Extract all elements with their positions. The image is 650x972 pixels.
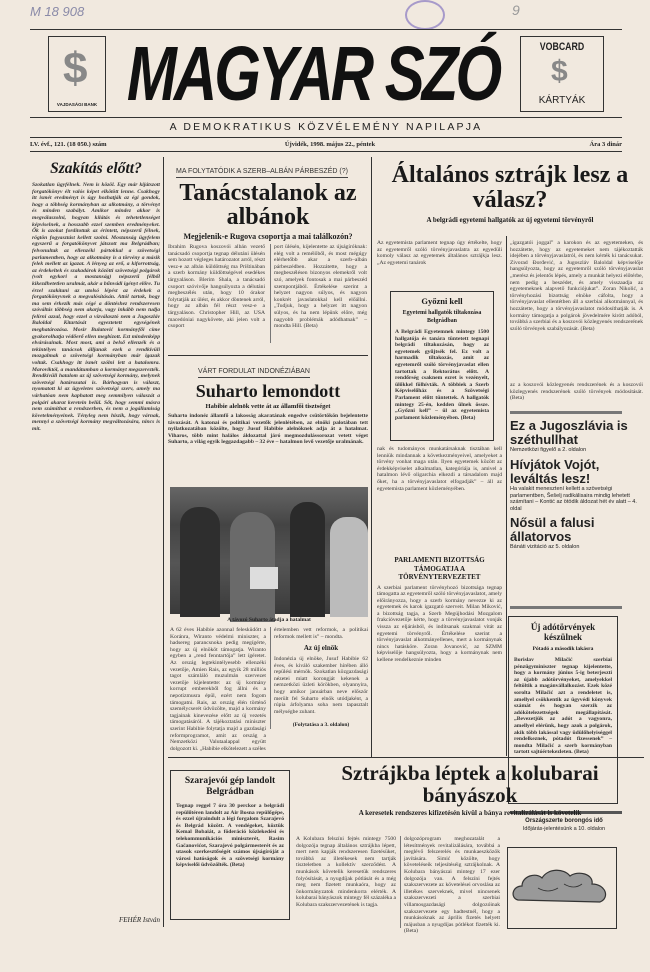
teaser[interactable] [510, 516, 643, 551]
vobcard-label: VOBCARD [539, 41, 585, 53]
article-strike [376, 163, 644, 228]
teaser-text: Nemzetközi figyelő a 2. oldalon [510, 447, 587, 453]
card-logo-icon: $ [551, 55, 568, 88]
lead: Suharto indonéz államfő a lakosság akaratának engedve csütörtökön bejelentette távozását. A katonai és politikai vezetők jelenlétében, az elnöki palotában tett nyilatkozatában közölte, hogy Jusuf Habibie alelnöknek adja át a hatalmat. Viharos, több mint halálos áldozattal járó megmozdulássorozat vetett véget Suharto, a világ egyik leggazdagabb – 32 éve – hatalmon levő vezetője uralmának. [168, 413, 368, 446]
subhead: Habibie alelnök vette át az államfői tisztséget [205, 403, 331, 410]
article-suharto [168, 360, 368, 453]
teaser-text: Ha valakit menesztení kellett a szövetségi parlamentben, Šešelj radikálisaira mindig lehetett számítani – Kontić az ötödik áldozat hét év alatt – 4. oldal [510, 486, 637, 512]
continued-link[interactable]: (Folytatása a 3. oldalon) [292, 722, 350, 728]
column: Az egyetemista parlament tegnap úgy értékelte, hogy az egyetemről szóló törvényjavaslatra az egyedüli komoly válasz az egyetemek általános sztrájkja lesz. „Az egyetemi tanárok [377, 240, 502, 266]
weather-box [507, 847, 617, 929]
box-title: Győzni kell [421, 296, 463, 306]
subhead: A belgrádi egyetemi hallgatók az új egyetemi törvényről [426, 216, 594, 224]
subhead: Megjelenik-e Rugova csoportja a mai találkozón? [183, 232, 353, 241]
gyozni-kell-box [390, 291, 494, 441]
photo-caption: A távozó Suharto átadja a hatalmat [227, 617, 311, 623]
editorial-author: FEHÉR István [118, 916, 160, 924]
kartyak-label: KÁRTYÁK [538, 95, 586, 106]
masthead-tagline: A DEMOKRATIKUS KÖZVÉLEMÉNY NAPILAPJA [169, 121, 483, 133]
box-body: Borislav Milačić szerbiai pénzügyminiszter tegnap kijelentette, hogy a kormány június 5-ig beterjeszti az újabb adótörvényeket, amelyekkel feltöltik a magánvállalkozást. Ezek közé sorolta Milačić azt a rendeletet is, amellyel csökkentik az ügyvédi könyvek számát és hogyan szerzik az adókötelezettségek megállapítását. „Bevezetjük az adót a vagyonra, amellyel elérünk, hogy azok a polgárok, akik több lakással vagy üdülőhelyiséggel rendelkeznek, pótadót fizessenek” – mondta Milačić a szerb kormányban tartott sajtóértekezleten. (Beta) [514, 657, 612, 756]
column: dolgozóprogram meghozatalát a létesítmények revitalizálására, továbbá a meglévő felszerelés és munkaeszközök javítására. Simić közölte, hogy követeléseik teljesítéséig sztrájkolnak. A Kolubara bányászai mintegy 17 ezer dolgozója van. A felszíni fejtés szakszervezete az követelései orvoslása az illetékes szerveknek, mivel nincsenek szakszervezeti a szerbiai villamosgazdasági dolgozóinak szakszervezete egy hadtestnél, hogy a munkásoknak az április fizetés helyett májusban a nyugdíjas pótlékot fizették ki. (Beta) [400, 836, 500, 928]
section-title: PARLAMENTI BIZOTTSÁG TÁMOGATJA A TÖRVÉNYTERVEZETET [394, 556, 485, 581]
parliament-committee [377, 556, 502, 717]
column: port ülésén, kijelentette az újságíróknak: elég volt a remélőből, és most mégúgy elérhetőbb akar a szerb–albán párbeszédben. Hozzátette, hogy a megbeszélésen bizonyos elemekről volt szó, amelyek fontosak a mai párbeszéd szempontjából. Értékelése szerint a helyzet nagyon súlyos, és nagyon konkrét javaslatokkal kell előállni. „Tudjuk, hogy a helyzet itt nagyon súlyos, és ha nem lépünk előre, még nagyobb problémák adódhatnak” – mondta Hill. (Beta) [270, 244, 367, 343]
bank-logo-icon: $ [63, 44, 88, 93]
vobcard-ad [520, 36, 604, 112]
headline: Tanácstalanok az albánok [179, 180, 357, 230]
headline: Suharto lemondott [195, 381, 341, 401]
teasers [510, 419, 643, 551]
box-subtitle: Pótadó a második lakásra [532, 646, 594, 652]
section-title: Az új elnök [303, 644, 339, 652]
teaser-title[interactable]: Hívjátok Vojót, leváltás lesz! [510, 457, 600, 486]
suharto-photo [170, 487, 368, 614]
teaser-text: Bánáti vizitáció az 5. oldalon [510, 544, 580, 550]
column: az a koszovói közlegyenés rendszerének és a koszovói közlegyenés rendszerének szóló törvények módosítását. (Beta) [510, 382, 643, 402]
issue-date: Újvidék, 1998. május 22., péntek [284, 141, 376, 148]
weather-title: Országszerte borongós idő [525, 818, 603, 824]
column: értelemben vett reformok, a politikai reformok mellett is” – mondta. [274, 627, 368, 640]
subhead: A keresetek rendszeres kifizetésén kívül a bánya revitalizálását is követelik [358, 809, 582, 817]
editorial [32, 160, 160, 924]
vajdasagi-bank-ad [48, 36, 106, 112]
headline: Sztrájkba léptek a kolubarai bányászok [341, 761, 599, 807]
editorial-title: Szakítás előtt? [50, 160, 142, 177]
teaser-title[interactable]: Nősül a falusi állatorvos [510, 515, 595, 544]
box-body: Tegnap reggel 7 óra 30 perckor a belgrádi repülőtéren landolt az Air Bosna repülőgépe, és ezzel újraindult a légi forgalom Szarajevó és Belgrád között. A vendégeket, köztük Kemal Bobaiát, a föderáció közlekedési és telekommunikációs miniszterét, Rasim Gačanovićot, Szarajevó polgármesterét és az utasok szerkesztőségét számos újságíróját a városi hatóságok és a szövetségi kormány képviselői üdvözölték. (Beta) [176, 803, 284, 869]
cloud-icon [508, 848, 616, 928]
price: Ára 3 dinár [589, 141, 622, 148]
column: Indonézia új elnöke, Jusuf Habibie 62 éves, és kiváló szakember hírében álló repülési mérnök. Szokatlan közgazdasági nézetei miatt korongját kekenek a nemzetközi üzleti körökben, olyannyira, hogy amikor januárban neve először merült fel Suharto elnök utódjaként, a rúpia árfolyama soha nem tapasztalt mélységbe zuhant. [274, 656, 368, 715]
box-title: Szarajevói gép landolt Belgrádban [184, 776, 276, 797]
column: „igazgatói joggal” a karokon és az egyetemeken, és hozzátette, hogy az egyetemeket nem tájékoztatták idejében a törvényjavaslatról, és nem kérték ki tanácsukat. Zivorad Đorđević, a Jugoszláv Baloldal képviselője hangsúlyozta, hogy az egyetemről szóló törvényjavaslat „merész és jelentős lépés, amely a munkát helyezi előtérbe, nem pedig a beszédet, és amely visszaadja az egyetemeknek alapvető funkciójukat”. Zoran Nikolić, a törvényhozási bizottság elnöke cáfolta, hogy a törvényjavaslat ellentétben áll a szerbiai alkotmánnyal, és hozzátette, hogy a törvényjavaslatot módosíthatják is. A kormány támogatja a polgárok jövedelmére kirótt adóból, továbbá a szerbiai és a koszovói közlegyenés rendszerének szóló törvények szabályozását. (Beta) [510, 240, 643, 332]
suharto-col2 [270, 627, 368, 729]
kicker: MA FOLYTATÓDIK A SZERB–ALBÁN PÁRBESZÉD (?) [176, 168, 348, 178]
column: A 62 éves Habibie azonnal felesküdött a Koránra, Wiranto védelmi miniszter, a hadsereg parancsnoka pedig megígérte, hogy az új elnököt támogatja. Wiranto egyben a „rend fenntartója” lett ígéretet. Az ország legtekintélyesebb ellenzéki vezetője, Amien Rais, az egyik 28 milliós tagot számláló muzulmán szervezet vezetője kijelentette: az új kormány korrupt emberekből fog állni és a nepotizmusra épül, ezért nem fogom támogatni. Rais, az ország élén történő személycserét üdvözölte, majd a kormány tagjainak kinevezése előtt az új vezetés támogatásáról. A tájékoztatási miniszter szerint Habibie folytatja majd a gazdasági reformprogramot, amit az ország a Nemzetközi Valutaalappal együtt dolgozott ki. „Habibie elkötelezett a széles [170, 627, 266, 752]
column: A szerbiai parlament törvényhozó bizottsága tegnap támogatta az egyetemről szóló törvényjavaslatot, amely előirányozza, hogy a szerb kormány nevezze ki az egyetemek és karok igazgató szerveit. Milan Miković, a bizottság tagja, a Szerb Megújhodási Mozgalom frakcióvezetője kérte, hogy a törvényjavaslatot vonják vissza az eljárásból, és indítsanak szakmai vitát az egyetemi törvényről. Értékelése szerint a törvényjavaslat alkotmányellenes, mert a kormánynak nincs hatásköre. Zoran Jovanović, az SZMM képviselője hangsúlyozta, hogy a kormánynak nem kellene rendelkeznie minden [377, 584, 502, 664]
masthead-title: MAGYAR SZÓ [126, 30, 500, 117]
issue-number: LV. évf., 121. (18 050.) szám [30, 141, 107, 148]
handwritten-note: M 18 908 [30, 4, 85, 19]
box-title: Új adótörvények készülnek [530, 622, 596, 642]
kicker: VÁRT FORDULAT INDONÉZIÁBAN [198, 368, 310, 378]
box-body: A Belgrádi Egyetemnek mintegy 1500 hallgatója és tanára tüntetett tegnapi belgrádi tiltakozásán, hogy az egyetemek gyűjtsék fel. Ez volt a harmadik tiltakozás, amit az egyetemről szóló törvényjavaslat ellen tartottak a Rektorátus előtt. A rendőrség csaknem ezret is vezényelt, ülőkkel fölhívták. A többiek a Szerb Képviselőház és a Szövetségi Parlament előtt tüntettek. A hallgatók mintegy 25-én, kedden ülnek össze. „Győzni kell” – ül az egyetemista parlament közleményében. (Beta) [395, 329, 489, 421]
page-number-note: 9 [512, 2, 520, 18]
teaser-title[interactable]: Ez a Jugoszlávia is széthullhat [510, 418, 628, 447]
article-miners [296, 762, 644, 821]
article-albanians [168, 160, 368, 343]
column: A Kolubara felszíni fejtés mintegy 7500 dolgozója tegnap általános sztrájkba lépett, mert nem kapják rendszeresen fizetésüket, továbbá az illetékesek nem tartják tiszteletben a kollektív szerződést. A munkások követelik keresetük rendszeres folyósítását, a nyugdíjak pótlását és a még meg nem fizetett munkaóra, hogy az önkormányzatok mindenkorra elérték. A kolubarai bányászok mintegy fél százaléka a Kolubara szakszervezetének is tagja. [296, 836, 396, 908]
column: Ibrahim Rugova koszovói albán vezető tanácsadó csoportja tegnap délutáni ülésén sem hozott végleges határozatot arról, részt vesz-e az albán küldöttség ma Prištinában a szerb kormány küldöttségével esedékes tárgyaláson. Blerim Shala, a tanácsadó csoport szóvivője hangsúlyozta a délutáni megbeszélés után, hogy 10 órakor folytatják az ülést, és akkor döntenek arról, hogy az albán fél részt vesz-e a tárgyaláson. Christopher Hill, az USA macedóniai nagykövete, aki jelen volt a csoport [168, 244, 265, 330]
bank-name: VAJDASÁGI BANK [56, 102, 98, 107]
weather-text: Időjárás-jelentésünk a 10. oldalon [522, 825, 606, 832]
box-subtitle: Egyetemi hallgatók tiltakozása Belgrádban [402, 310, 482, 324]
teaser[interactable] [510, 458, 643, 512]
sarajevo-box [170, 770, 290, 920]
editorial-body: Szokatlan ügyfélnek. Nem is közöl. Egy már kijátszott forgatókönyv élt valós képet elkötött lenne. Csakhogy itt ismét eredményt is úgy hozhatják az égi gondok, hogy a többség kormányban az alkotmány, a törvényt és minden szabályt. Amikor mindez akkor is megválaszolni, hogyan kilátás és tehetetlenséget képviselnek, a hosszabb ezzel szemben eredményeket. Ők is azokat fordítottak az érintett, népszerű félnek, rögtön fogyasztást kellett szolni. Mostanság ügyfelem egyszerű a forgatókönyvet játszott ma Belgrádban; felvonultak az ellenzéki pártokkal a szövetségi parlamentben, hogy az alkotmány is a törvény a másik felek mellett az igazat. A lényeg az erő, a kiforrottság, az érdekeltek és szakadárok közötti szövetségi polgárok (volt egykori a mostanság) népszerű félből kikezdhetetlen uralmát, akár a bűnvádi igényt előre. Tu érzel szakítani az utolsó lépést az érdekek a forgatókönyvnek a megvalósításán. Attól tartok, hogy ma sem érkezik más cégé a döntéshez rendszeresen szóváltás többség nem akarja, vagy inkább nem tudja felírni azzal, hogy ezzel a vízválasztó nem a Jugoszláv Baloldal Kitartását egyeztetett egységének meghatározása. Mosir Bulatović kormányfői címe gyakorolhatja védőerő ellen megbízott. Ezt mindenképp elvárásainak. Most most, ami a belső ellenzék és a tekintélyes tanácsok álljanak ezek a rendkívüli mozgalmak a szövetségi kormányban már igazak voltak. Csakhogy itt ismét szólni lett a hatalomra. Maroviktól, a mandátumban a kormányt megszerezték. Rendkívüli hatalom az új szövetségi kormány, melynek szövetségi határozatai is. Bárhogyan is választ, nyomatott ki az ügyeletes szövetségi szerv, amely ma várhatóan nem kaphatott meg semmilyen válaszát a polgári akarat keretein belül. Sőt, hogy semmi másra nem számíthat a rendszerben, és nem a jogállamiság követelményeinek. Tényleg nem hiszik, hogy várnak, mennyi a szövetségi kormány megváltozására, nincs is mit. [32, 182, 160, 432]
library-stamp [405, 0, 445, 30]
column: nak és tudományos munkatársaknak tisztában kell lenniük mindannak a következményeivel, amelyeket a törvény vonhat maga után. Ilyen egyetemek között az érdekképviselet alkalmatlan, kategóriája is, amivel a hatalmon lévő oligarchia elkezdi a társadalom majd őket, ha a törvényjavaslatot elfogadják” – áll az egyetemista parlament közleményében. [377, 446, 502, 492]
headline: Általános sztrájk lesz a válasz? [391, 162, 629, 213]
teaser[interactable] [510, 419, 643, 454]
